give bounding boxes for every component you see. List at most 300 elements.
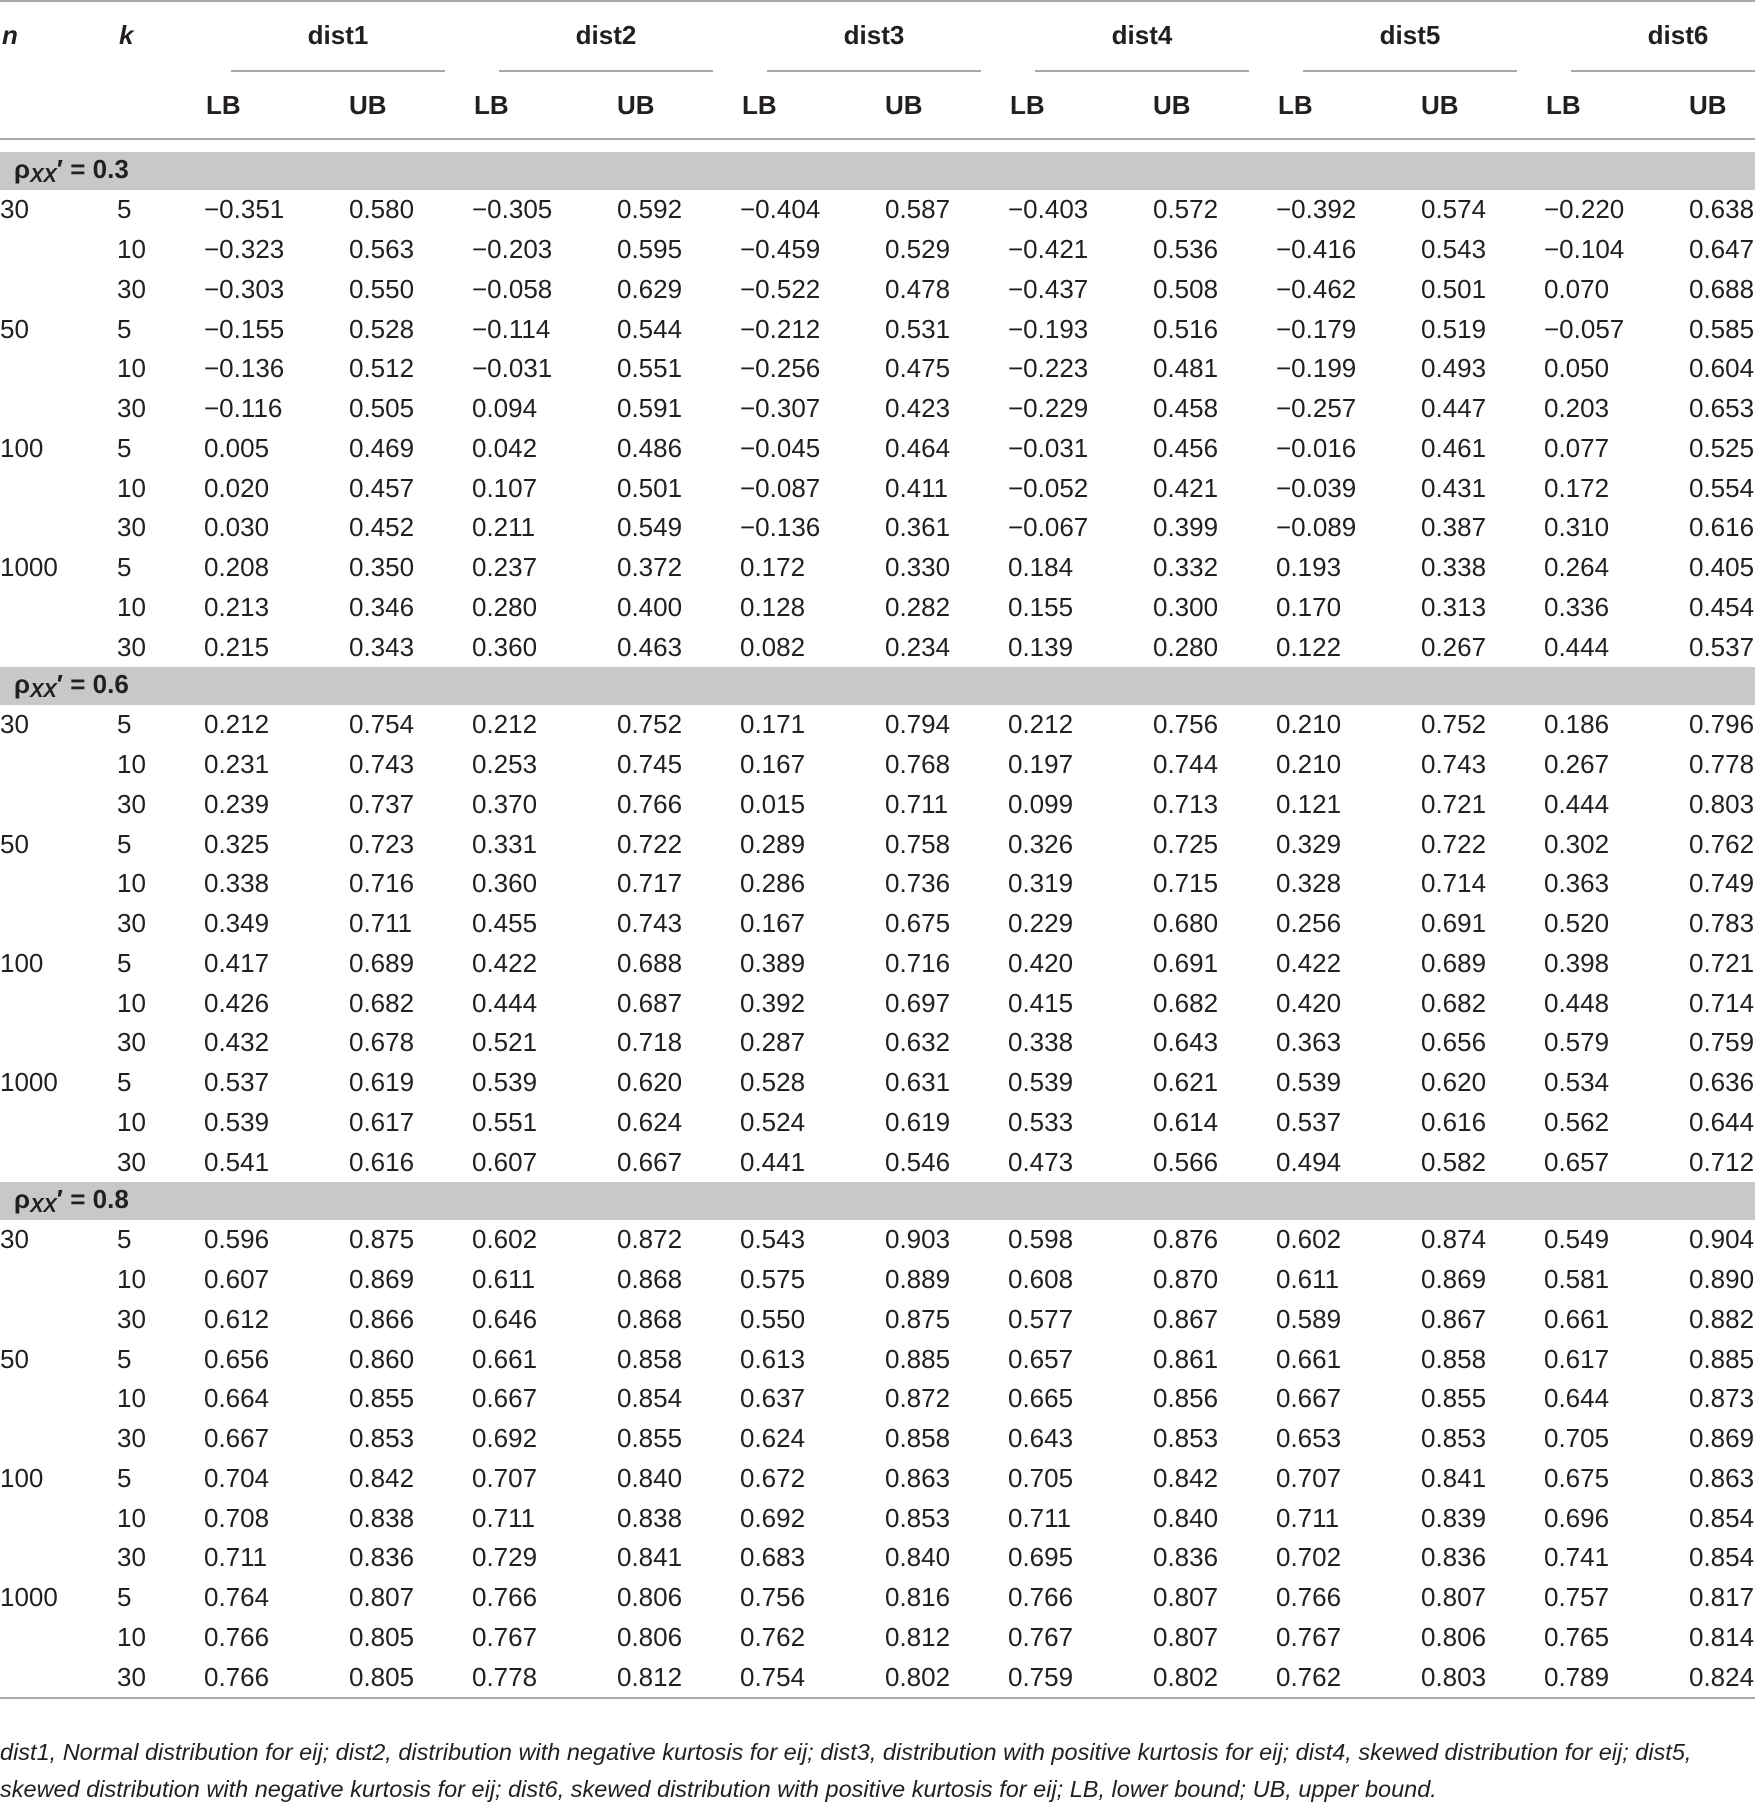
cell-n (0, 588, 117, 628)
cell-k: 5 (117, 1224, 132, 1255)
cell-lb: −0.155 (204, 313, 285, 344)
cell-n (0, 627, 117, 667)
rho-symbol: ρ (14, 1184, 31, 1214)
cell-ub: 0.619 (885, 1106, 951, 1137)
cell-lb: 0.239 (204, 788, 270, 819)
cell-k: 5 (117, 1582, 132, 1613)
cell-lb: 0.643 (1008, 1423, 1074, 1454)
table-row (0, 1578, 1755, 1618)
cell-k: 30 (117, 273, 146, 304)
cell-lb: 0.696 (1544, 1502, 1610, 1533)
cell-ub: 0.806 (1421, 1621, 1487, 1652)
cell-ub: 0.332 (1153, 552, 1219, 583)
cell-n (0, 468, 117, 508)
cell-ub: 0.687 (617, 987, 683, 1018)
cell-lb: 0.549 (1544, 1224, 1610, 1255)
cell-ub: 0.617 (349, 1106, 415, 1137)
cell-ub: 0.454 (1689, 591, 1755, 622)
cell-lb: 0.711 (1276, 1502, 1340, 1533)
cell-n (0, 389, 117, 429)
cell-lb: 0.338 (204, 868, 270, 899)
bottom-rule (0, 1697, 1755, 1698)
cell-lb: 0.644 (1544, 1383, 1610, 1414)
cell-lb: 0.705 (1544, 1423, 1610, 1454)
table-row (0, 785, 1755, 825)
cell-lb: 0.667 (1276, 1383, 1342, 1414)
cell-k: 10 (117, 234, 146, 265)
cell-ub: 0.478 (885, 273, 951, 304)
header-ub: UB (885, 89, 923, 120)
cell-k: 5 (117, 1462, 132, 1493)
cell-ub: 0.531 (885, 313, 951, 344)
cell-ub: 0.614 (1153, 1106, 1219, 1137)
cell-ub: 0.867 (1153, 1303, 1219, 1334)
cell-ub: 0.464 (885, 432, 951, 463)
cell-n (0, 1419, 117, 1459)
cell-lb: −0.193 (1008, 313, 1089, 344)
cell-lb: 0.020 (204, 472, 270, 503)
cell-ub: 0.629 (617, 273, 683, 304)
cell-n (0, 1618, 117, 1658)
cell-ub: 0.463 (617, 631, 683, 662)
cell-ub: 0.638 (1689, 194, 1755, 225)
cell-ub: 0.525 (1689, 432, 1755, 463)
cell-ub: 0.743 (349, 749, 415, 780)
cell-k: 30 (117, 1027, 146, 1058)
cell-lb: 0.211 (472, 512, 536, 543)
cell-lb: 0.172 (1544, 472, 1610, 503)
cell-lb: 0.789 (1544, 1661, 1610, 1692)
cell-n (0, 1023, 117, 1063)
cell-ub: 0.762 (1689, 828, 1755, 859)
cell-lb: 0.707 (472, 1462, 538, 1493)
cell-ub: 0.537 (1689, 631, 1755, 662)
cell-lb: −0.229 (1008, 393, 1089, 424)
cell-lb: 0.444 (472, 987, 538, 1018)
cell-n: 50 (0, 1343, 29, 1374)
dist-label: dist1 (307, 19, 369, 50)
cell-lb: 0.231 (204, 749, 270, 780)
cell-lb: −0.087 (740, 472, 821, 503)
cell-ub: 0.869 (1689, 1423, 1755, 1454)
cell-k: 30 (117, 1423, 146, 1454)
cell-lb: 0.692 (472, 1423, 538, 1454)
cell-ub: 0.621 (1153, 1067, 1219, 1098)
cell-lb: 0.581 (1544, 1264, 1610, 1295)
cell-lb: 0.325 (204, 828, 270, 859)
cell-lb: 0.665 (1008, 1383, 1074, 1414)
cell-lb: 0.432 (204, 1027, 270, 1058)
cell-ub: 0.868 (617, 1303, 683, 1334)
cell-n (0, 230, 117, 270)
cell-lb: 0.646 (472, 1303, 538, 1334)
cell-ub: 0.816 (885, 1582, 951, 1613)
cell-ub: 0.616 (349, 1146, 415, 1177)
cell-k: 5 (117, 709, 132, 740)
cell-ub: 0.756 (1153, 709, 1219, 740)
cell-lb: 0.338 (1008, 1027, 1074, 1058)
cell-lb: 0.756 (740, 1582, 806, 1613)
cell-lb: −0.212 (740, 313, 821, 344)
cell-lb: 0.212 (472, 709, 538, 740)
cell-ub: 0.387 (1421, 512, 1487, 543)
cell-ub: 0.647 (1689, 234, 1755, 265)
cell-ub: 0.841 (617, 1542, 683, 1573)
cell-lb: 0.711 (204, 1542, 268, 1573)
cell-lb: 0.778 (472, 1661, 538, 1692)
cell-ub: 0.716 (349, 868, 415, 899)
cell-n (0, 270, 117, 310)
section-label (0, 1182, 1755, 1220)
cell-lb: 0.264 (1544, 552, 1610, 583)
cell-k: 5 (117, 432, 132, 463)
header-ub: UB (1689, 89, 1727, 120)
cell-lb: 0.139 (1008, 631, 1074, 662)
cell-lb: 0.624 (740, 1423, 806, 1454)
cell-lb: 0.336 (1544, 591, 1610, 622)
cell-k: 30 (117, 1542, 146, 1573)
cell-ub: 0.805 (349, 1661, 415, 1692)
cell-k: 30 (117, 908, 146, 939)
footnote-line-1: dist1, Normal distribution for eij; dist2, distribution with negative kurtosis for eij; dist3, distribution with positive kurtosis for eij; dist4, skewed distribution for eij; dist5, (0, 1739, 1692, 1765)
cell-ub: 0.752 (1421, 709, 1487, 740)
cell-ub: 0.338 (1421, 552, 1487, 583)
cell-k: 5 (117, 194, 132, 225)
cell-ub: 0.421 (1153, 472, 1219, 503)
cell-k: 5 (117, 947, 132, 978)
cell-ub: 0.725 (1153, 828, 1219, 859)
cell-ub: 0.736 (885, 868, 951, 899)
header-ub: UB (1153, 89, 1191, 120)
header-lb: LB (1010, 89, 1045, 120)
table-row (0, 190, 1755, 230)
table-row (0, 904, 1755, 944)
table-row (0, 1498, 1755, 1538)
cell-ub: 0.452 (349, 512, 415, 543)
cell-lb: 0.360 (472, 631, 538, 662)
cell-n (0, 349, 117, 389)
cell-n: 30 (0, 194, 29, 225)
rho-value: ′ = 0.6 (56, 669, 129, 699)
cell-ub: 0.682 (349, 987, 415, 1018)
cell-n (0, 508, 117, 548)
cell-ub: 0.346 (349, 591, 415, 622)
cell-n (0, 904, 117, 944)
cell-ub: 0.554 (1689, 472, 1755, 503)
cell-ub: 0.411 (885, 472, 949, 503)
cell-lb: −0.307 (740, 393, 821, 424)
cell-lb: 0.521 (472, 1027, 538, 1058)
cell-lb: −0.114 (472, 313, 551, 344)
cell-lb: 0.107 (472, 472, 538, 503)
rho-subscript: XX (30, 1195, 57, 1217)
cell-ub: 0.856 (1153, 1383, 1219, 1414)
cell-lb: 0.203 (1544, 393, 1610, 424)
cell-lb: −0.089 (1276, 512, 1357, 543)
cell-ub: 0.778 (1689, 749, 1755, 780)
cell-ub: 0.768 (885, 749, 951, 780)
cell-lb: 0.702 (1276, 1542, 1342, 1573)
dist-label: dist2 (575, 19, 637, 50)
cell-ub: 0.858 (885, 1423, 951, 1454)
cell-ub: 0.749 (1689, 868, 1755, 899)
cell-lb: 0.213 (204, 591, 270, 622)
cell-lb: 0.210 (1276, 749, 1342, 780)
table-row (0, 1220, 1755, 1260)
cell-lb: −0.058 (472, 273, 553, 304)
cell-ub: 0.802 (1153, 1661, 1219, 1692)
cell-n: 1000 (0, 552, 58, 583)
cell-lb: −0.421 (1008, 234, 1089, 265)
cell-k: 10 (117, 591, 146, 622)
cell-ub: 0.475 (885, 353, 951, 384)
cell-lb: 0.759 (1008, 1661, 1074, 1692)
cell-ub: 0.836 (1421, 1542, 1487, 1573)
table-row (0, 1142, 1755, 1182)
cell-ub: 0.563 (349, 234, 415, 265)
cell-lb: 0.042 (472, 432, 538, 463)
cell-lb: 0.708 (204, 1502, 270, 1533)
cell-ub: 0.566 (1153, 1146, 1219, 1177)
cell-lb: 0.197 (1008, 749, 1074, 780)
cell-lb: 0.329 (1276, 828, 1342, 859)
cell-lb: 0.762 (1276, 1661, 1342, 1692)
cell-k: 30 (117, 631, 146, 662)
cell-lb: −0.067 (1008, 512, 1089, 543)
cell-lb: 0.398 (1544, 947, 1610, 978)
cell-n: 50 (0, 313, 29, 344)
cell-ub: 0.574 (1421, 194, 1487, 225)
cell-ub: 0.796 (1689, 709, 1755, 740)
cell-ub: 0.882 (1689, 1303, 1755, 1334)
cell-lb: 0.441 (740, 1146, 806, 1177)
cell-lb: 0.661 (1276, 1343, 1342, 1374)
cell-ub: 0.807 (1153, 1621, 1219, 1652)
cell-lb: 0.331 (472, 828, 538, 859)
cell-ub: 0.863 (885, 1462, 951, 1493)
cell-n: 100 (0, 1462, 44, 1493)
cell-lb: 0.704 (204, 1462, 270, 1493)
cell-ub: 0.456 (1153, 432, 1219, 463)
cell-ub: 0.722 (1421, 828, 1487, 859)
table-row (0, 1657, 1755, 1697)
cell-lb: 0.167 (740, 908, 806, 939)
table-row (0, 1063, 1755, 1103)
cell-lb: 0.280 (472, 591, 538, 622)
cell-ub: 0.486 (617, 432, 683, 463)
cell-ub: 0.723 (349, 828, 415, 859)
cell-ub: 0.855 (349, 1383, 415, 1414)
cell-lb: 0.099 (1008, 788, 1074, 819)
cell-ub: 0.885 (885, 1343, 951, 1374)
cell-lb: 0.596 (204, 1224, 270, 1255)
cell-lb: 0.598 (1008, 1224, 1074, 1255)
cell-lb: 0.050 (1544, 353, 1610, 384)
cell-lb: −0.256 (740, 353, 821, 384)
cell-ub: 0.890 (1689, 1264, 1755, 1295)
header-dist6 (1544, 0, 1755, 70)
cell-lb: 0.077 (1544, 432, 1610, 463)
cell-ub: 0.869 (1421, 1264, 1487, 1295)
cell-lb: −0.220 (1544, 194, 1625, 225)
top-rule (0, 0, 1755, 2)
cell-ub: 0.447 (1421, 393, 1487, 424)
cell-lb: 0.765 (1544, 1621, 1610, 1652)
cell-ub: 0.743 (617, 908, 683, 939)
cell-n (0, 1142, 117, 1182)
cell-lb: −0.403 (1008, 194, 1089, 225)
cell-lb: −0.416 (1276, 234, 1357, 265)
cell-lb: 0.766 (204, 1621, 270, 1652)
header-lb: LB (742, 89, 777, 120)
cell-n (0, 1538, 117, 1578)
cell-lb: 0.541 (204, 1146, 270, 1177)
cell-ub: 0.620 (617, 1067, 683, 1098)
cell-ub: 0.580 (349, 194, 415, 225)
cell-lb: 0.661 (1544, 1303, 1610, 1334)
cell-n: 1000 (0, 1582, 58, 1613)
header-lb: LB (1546, 89, 1581, 120)
cell-ub: 0.543 (1421, 234, 1487, 265)
header-dist2 (472, 0, 740, 70)
cell-lb: 0.539 (1008, 1067, 1074, 1098)
cell-lb: 0.170 (1276, 591, 1342, 622)
cell-lb: 0.539 (204, 1106, 270, 1137)
header-row-dists (0, 0, 1755, 70)
cell-ub: 0.592 (617, 194, 683, 225)
cell-lb: 0.326 (1008, 828, 1074, 859)
cell-lb: −0.104 (1544, 234, 1625, 265)
table-row (0, 270, 1755, 310)
cell-lb: 0.675 (1544, 1462, 1610, 1493)
cell-lb: 0.577 (1008, 1303, 1074, 1334)
cell-ub: 0.604 (1689, 353, 1755, 384)
header-dist1 (204, 0, 472, 70)
cell-ub: 0.838 (617, 1502, 683, 1533)
cell-ub: 0.854 (1689, 1542, 1755, 1573)
cell-k: 30 (117, 393, 146, 424)
cell-lb: 0.121 (1276, 788, 1342, 819)
table-row (0, 864, 1755, 904)
cell-lb: 0.766 (1276, 1582, 1342, 1613)
cell-lb: 0.082 (740, 631, 806, 662)
cell-ub: 0.508 (1153, 273, 1219, 304)
cell-n (0, 1260, 117, 1300)
cell-lb: 0.363 (1544, 868, 1610, 899)
cell-ub: 0.842 (1153, 1462, 1219, 1493)
cell-lb: 0.711 (1008, 1502, 1072, 1533)
cell-lb: 0.420 (1276, 987, 1342, 1018)
cell-lb: 0.420 (1008, 947, 1074, 978)
cell-ub: 0.624 (617, 1106, 683, 1137)
cell-ub: 0.675 (885, 908, 951, 939)
cell-ub: 0.501 (617, 472, 683, 503)
cell-ub: 0.691 (1421, 908, 1487, 939)
cell-lb: 0.754 (740, 1661, 806, 1692)
cell-ub: 0.803 (1421, 1661, 1487, 1692)
cell-ub: 0.754 (349, 709, 415, 740)
cell-ub: 0.743 (1421, 749, 1487, 780)
cell-lb: 0.289 (740, 828, 806, 859)
table-row (0, 705, 1755, 745)
cell-lb: 0.030 (204, 512, 270, 543)
cell-ub: 0.667 (617, 1146, 683, 1177)
cell-lb: 0.167 (740, 749, 806, 780)
table-body (0, 152, 1755, 1698)
cell-ub: 0.636 (1689, 1067, 1755, 1098)
cell-ub: 0.805 (349, 1621, 415, 1652)
cell-lb: −0.052 (1008, 472, 1089, 503)
cell-ub: 0.867 (1421, 1303, 1487, 1334)
cell-lb: 0.229 (1008, 908, 1074, 939)
cell-k: 30 (117, 512, 146, 543)
cell-k: 10 (117, 472, 146, 503)
cell-ub: 0.546 (885, 1146, 951, 1177)
cell-lb: 0.094 (472, 393, 538, 424)
cell-lb: −0.057 (1544, 313, 1625, 344)
dist-label: dist6 (1647, 19, 1709, 50)
cell-ub: 0.783 (1689, 908, 1755, 939)
table-row (0, 1459, 1755, 1499)
table-row (0, 508, 1755, 548)
cell-ub: 0.689 (1421, 947, 1487, 978)
cell-lb: 0.528 (740, 1067, 806, 1098)
cell-lb: 0.664 (204, 1383, 270, 1414)
cell-lb: 0.692 (740, 1502, 806, 1533)
cell-lb: 0.661 (472, 1343, 538, 1374)
cell-k: 10 (117, 868, 146, 899)
cell-lb: 0.426 (204, 987, 270, 1018)
cell-lb: 0.611 (1276, 1264, 1340, 1295)
cell-ub: 0.405 (1689, 552, 1755, 583)
cell-n: 100 (0, 432, 44, 463)
cell-ub: 0.519 (1421, 313, 1487, 344)
cell-lb: 0.310 (1544, 512, 1610, 543)
cell-k: 10 (117, 353, 146, 384)
cell-ub: 0.855 (1421, 1383, 1487, 1414)
cell-lb: 0.448 (1544, 987, 1610, 1018)
cell-ub: 0.876 (1153, 1224, 1219, 1255)
cell-ub: 0.875 (885, 1303, 951, 1334)
cell-ub: 0.620 (1421, 1067, 1487, 1098)
cell-lb: 0.607 (472, 1146, 538, 1177)
cell-lb: 0.613 (740, 1343, 806, 1374)
cell-ub: 0.688 (1689, 273, 1755, 304)
cell-ub: 0.551 (617, 353, 683, 384)
cell-ub: 0.688 (617, 947, 683, 978)
cell-ub: 0.512 (349, 353, 415, 384)
table-row (0, 745, 1755, 785)
cell-lb: 0.253 (472, 749, 538, 780)
cell-ub: 0.866 (349, 1303, 415, 1334)
cell-ub: 0.855 (617, 1423, 683, 1454)
cell-lb: 0.657 (1544, 1146, 1610, 1177)
cell-ub: 0.501 (1421, 273, 1487, 304)
cell-lb: 0.766 (204, 1661, 270, 1692)
table-row (0, 1538, 1755, 1578)
cell-ub: 0.717 (617, 868, 683, 899)
cell-lb: −0.351 (204, 194, 285, 225)
cell-n (0, 1498, 117, 1538)
cell-lb: 0.764 (204, 1582, 270, 1613)
cell-lb: 0.575 (740, 1264, 806, 1295)
header-lb: LB (206, 89, 241, 120)
cell-ub: 0.817 (1689, 1582, 1755, 1613)
cell-k: 5 (117, 1343, 132, 1374)
table-row (0, 983, 1755, 1023)
cell-ub: 0.549 (617, 512, 683, 543)
cell-k: 10 (117, 1383, 146, 1414)
